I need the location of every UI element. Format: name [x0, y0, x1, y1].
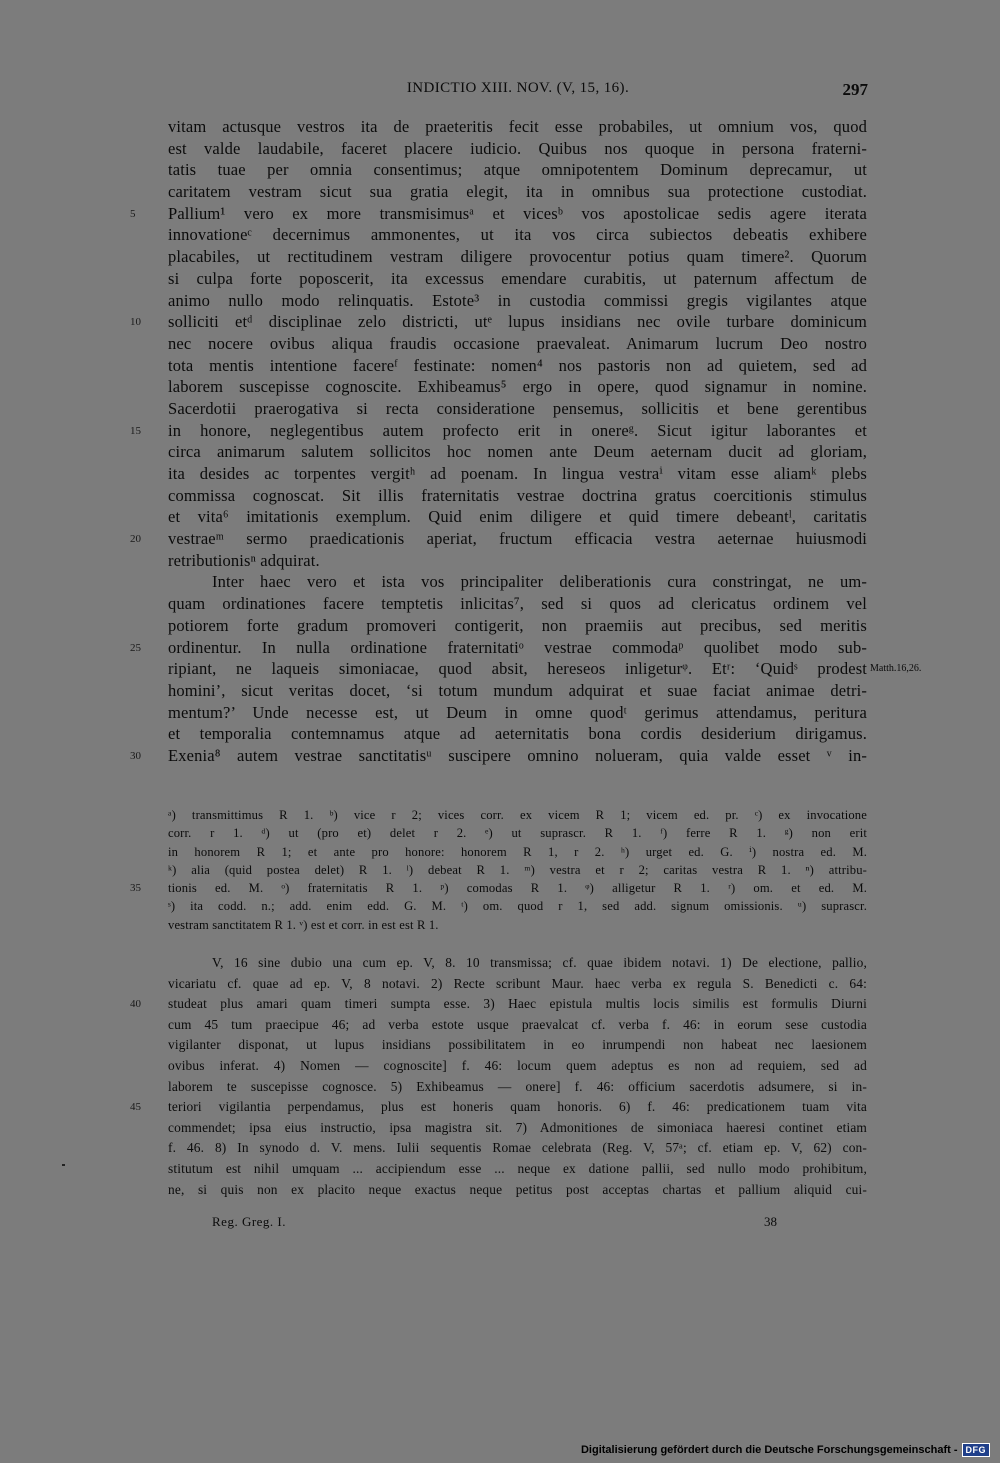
line-text: V, 16 sine dubio una cum ep. V, 8. 10 transmissa; cf. quae ibidem notavi. 1) De electione, pallio,: [212, 955, 867, 970]
text-line: [0, 658, 1000, 680]
line-text: laborem suscepisse cognoscite. Exhibeamus⁵ ergo in opere, quod signamur in nomine.: [168, 377, 867, 397]
sheet-number: 38: [764, 1214, 777, 1229]
text-line: [0, 843, 1000, 861]
text-line: [0, 290, 1000, 312]
line-text: vigilanter disponat, ut lupus insidians possibilitatem in eo inrumpendi non habeat nec laesionem: [168, 1037, 867, 1053]
text-line: [0, 1056, 1000, 1077]
line-text: tionis ed. M. ᵒ) fraternitatis R 1. ᵖ) comodas R 1. ᵠ) alligetur R 1. ʳ) om. et ed. M.: [168, 881, 867, 896]
line-text: potiorem forte gradum promoveri contigerit, non praemiis aut precibus, sed meritis: [168, 615, 867, 635]
line-number: 25: [130, 641, 141, 654]
line-text: vestraeᵐ sermo praedicationis aperiat, fructum efficacia vestra aeternae huiusmodi: [168, 529, 867, 549]
running-title: INDICTIO XIII. NOV. (V, 15, 16).: [406, 80, 630, 96]
line-text: animo nullo modo relinquatis. Estote³ in custodia commissi gregis vigilantes atque: [168, 290, 867, 310]
text-line: [0, 333, 1000, 355]
text-line: [0, 116, 1000, 138]
line-text: mentum?’ Unde necesse est, ut Deum in omne quodᵗ gerimus attendamus, peritura: [168, 702, 867, 722]
text-line: [0, 506, 1000, 528]
text-line: [0, 398, 1000, 420]
text-line: [0, 268, 1000, 290]
line-text: tatis tuae per omnia consentimus; atque omnipotentem Dominum deprecamur, ut: [168, 160, 867, 180]
text-line: [0, 994, 1000, 1015]
line-text: est valde laudabile, faceret placere iudicio. Quibus nos quoque in persona fraterni-: [168, 138, 867, 158]
line-text: innovationeᶜ decernimus ammonentes, ut ita vos circa subiectos debeatis exhibere: [168, 225, 867, 245]
text-line: [0, 1077, 1000, 1098]
text-line: [0, 953, 1000, 974]
text-line: [0, 159, 1000, 181]
text-line: [0, 181, 1000, 203]
scan-speck: [62, 1164, 65, 1166]
page-header: [168, 80, 868, 102]
line-text: commendet; ipsa eius instructio, ipsa magistra sit. 7) Admonitiones de simoniaca haeresi continet etiam: [168, 1119, 867, 1135]
line-text: vitam actusque vestros ita de praeteritis fecit esse probabiles, ut omnium vos, quod: [168, 117, 867, 136]
text-line: [0, 702, 1000, 724]
line-text: teriori vigilantia perpendamus, plus est honeris quam honoris. 6) f. 46: predicationem tuam vita: [168, 1099, 867, 1115]
text-line: [0, 1015, 1000, 1036]
text-line: [0, 376, 1000, 398]
critical-apparatus: [0, 806, 1000, 934]
line-text: ᵃ) transmittimus R 1. ᵇ) vice r 2; vices corr. ex vicem R 1; vicem ed. pr. ᶜ) ex invocatione: [168, 808, 867, 822]
credit-text: Digitalisierung gefördert durch die Deutsche Forschungsgemeinschaft -: [580, 1444, 958, 1456]
line-text: f. 46. 8) In synodo d. V. mens. Iulii sequentis Romae celebrata (Reg. V, 57ᵃ; cf. etiam ep. V, 62) con-: [168, 1140, 867, 1156]
text-line: [0, 1097, 1000, 1118]
text-line: [0, 879, 1000, 897]
line-number: 10: [130, 316, 141, 329]
text-line: [0, 203, 1000, 225]
line-text: in honorem R 1; et ante pro honore: honorem R 1, r 2. ʰ) urget ed. G. ⁱ) nostra ed. M.: [168, 844, 867, 859]
text-line: [0, 138, 1000, 160]
line-text: solliciti etᵈ disciplinae zelo districti, utᵉ lupus insidians nec ovile turbare dominicum: [168, 312, 867, 332]
text-line: [0, 311, 1000, 333]
line-text: circa animarum salutem sollicitos hoc nomen ante Deum aeternam ducit ad gloriam,: [168, 442, 867, 462]
line-text: nec nocere ovibus aliqua fraudis occasione praevaleat. Animarum lucrum Deo nostro: [168, 333, 867, 353]
text-line: [0, 916, 1000, 934]
text-line: [0, 615, 1000, 637]
line-text: ovibus inferat. 4) Nomen — cognoscite] f. 46: locum quem adeptus es non ad requiem, sed ad: [168, 1057, 867, 1073]
line-text: ordinentur. In nulla ordinatione fraternitatiᵒ vestrae commodaᵖ quolibet modo sub-: [168, 637, 867, 657]
line-text: vestram sanctitatem R 1. ᵛ) est et corr. in est est R 1.: [168, 917, 439, 932]
digitization-credit: [581, 1443, 990, 1457]
text-line: [0, 637, 1000, 659]
text-line: [0, 571, 1000, 593]
text-line: [0, 485, 1000, 507]
line-number: 5: [130, 207, 136, 220]
margin-reference: Matth.16,26.: [870, 663, 922, 675]
line-text: in honore, neglegentibus autem profecto erit in onereᵍ. Sicut igitur laborantes et: [168, 420, 867, 440]
line-text: ripiant, ne laqueis simoniacae, quod absit, hereseos inligeturᵠ. Etʳ: ‘Quidˢ prodest: [168, 659, 867, 679]
line-text: retributionisⁿ adquirat.: [168, 550, 320, 570]
line-text: ˢ) ita codd. n.; add. enim edd. G. M. ᵗ) om. quod r 1, sed add. signum omissionis. ᵘ) suprascr.: [168, 899, 867, 914]
line-text: studeat plus amari quam timeri sumpta esse. 3) Haec epistula multis locis similis est formulis Diurni: [168, 996, 867, 1012]
text-line: [0, 680, 1000, 702]
line-number: 30: [130, 749, 141, 762]
text-line: [0, 224, 1000, 246]
line-text: ita desides ac torpentes vergitʰ ad poenam. In lingua vestraⁱ vitam esse aliamᵏ plebs: [168, 464, 867, 483]
line-text: et vita⁶ imitationis exemplum. Quid enim diligere et quid timere debeantˡ, caritatis: [168, 507, 867, 527]
text-line: [0, 463, 1000, 485]
line-text: ᵏ) alia (quid postea delet) R 1. ˡ) debeat R 1. ᵐ) vestra et r 2; caritas vestra R 1. ⁿ) attribu-: [168, 862, 867, 877]
page-number: 297: [842, 80, 868, 99]
text-line: [0, 528, 1000, 550]
signature-mark: Reg. Greg. I.: [212, 1214, 287, 1229]
text-line: [0, 441, 1000, 463]
line-text: si culpa forte poposcerit, ita excessus emendare curabitis, ut paternum affectum de: [168, 268, 867, 288]
line-text: quam ordinationes facere temptetis inlicitas⁷, sed si quos ad clericatus ordinem vel: [168, 594, 867, 614]
line-text: cum 45 tum praecipue 46; ad verba estote usque praevalcat cf. verba f. 46: in eorum sese custodia: [168, 1016, 867, 1032]
line-text: Exenia⁸ autem vestrae sanctitatisᵘ suscipere omnino nolueram, quia valde esset ᵛ in-: [168, 745, 867, 765]
text-line: [0, 550, 1000, 572]
text-line: [0, 806, 1000, 824]
text-line: [0, 1035, 1000, 1056]
text-line: [0, 974, 1000, 995]
line-text: vicariatu cf. quae ad ep. V, 8 notavi. 2) Recte scribunt Maur. haec verba ex regula S. Benedicti c. 64:: [168, 975, 867, 991]
text-line: [0, 1180, 1000, 1201]
text-line: [0, 861, 1000, 879]
line-text: et temporalia contemnamus atque ad aeternitatis bona cordis desiderium dirigamus.: [168, 724, 867, 744]
line-text: Pallium¹ vero ex more transmisimusᵃ et vicesᵇ vos apostolicae sedis agere iterata: [168, 203, 867, 223]
text-line: [0, 420, 1000, 442]
text-line: [0, 355, 1000, 377]
line-number: 40: [130, 998, 141, 1011]
line-number: 35: [130, 882, 141, 895]
main-text: [0, 116, 1000, 767]
text-line: [0, 1118, 1000, 1139]
line-text: laborem te suscepisse cognosce. 5) Exhibeamus — onere] f. 46: officium sacerdotis adsumere, si in-: [168, 1078, 867, 1094]
line-text: homini’, sicut veritas docet, ‘si totum mundum adquirat et suae faciat animae detri-: [168, 680, 867, 700]
text-line: [0, 897, 1000, 915]
line-text: placabiles, ut rectitudinem vestram diligere provocentur potius quam timere². Quorum: [168, 247, 867, 267]
footnotes: [0, 953, 1000, 1200]
text-line: [0, 745, 1000, 767]
text-line: [0, 593, 1000, 615]
text-line: [0, 824, 1000, 842]
text-line: [0, 1159, 1000, 1180]
line-text: stitutum est nihil umquam ... accipiendum esse ... neque ex datione pallii, sed nullo modo prohibitum,: [168, 1160, 867, 1176]
text-line: [0, 246, 1000, 268]
line-text: commissa cognoscat. Sit illis fraternitatis vestrae doctrina gratus coercitionis stimulus: [168, 485, 867, 505]
line-number: 20: [130, 533, 141, 546]
text-line: [0, 1138, 1000, 1159]
line-number: 45: [130, 1101, 141, 1114]
dfg-logo: DFG: [962, 1443, 991, 1457]
line-text: corr. r 1. ᵈ) ut (pro et) delet r 2. ᵉ) ut suprascr. R 1. ᶠ) ferre R 1. ᵍ) non erit: [168, 826, 867, 841]
line-text: Inter haec vero et ista vos principaliter deliberationis cura constringat, ne um-: [212, 572, 867, 592]
line-text: Sacerdotii praerogativa si recta consideratione pensemus, sollicitis et bene gerentibus: [168, 398, 867, 418]
line-number: 15: [130, 424, 141, 437]
line-text: caritatem vestram sicut sua gratia elegit, ita in omnibus sua protectione custodiat.: [168, 182, 867, 202]
line-text: tota mentis intentione facereᶠ festinate: nomen⁴ nos pastoris non ad quietem, sed ad: [168, 355, 867, 375]
text-line: [0, 723, 1000, 745]
line-text: ne, si quis non ex placito neque exactus neque petitus post acceptas chartas et pallium aliquid cui-: [168, 1181, 867, 1197]
